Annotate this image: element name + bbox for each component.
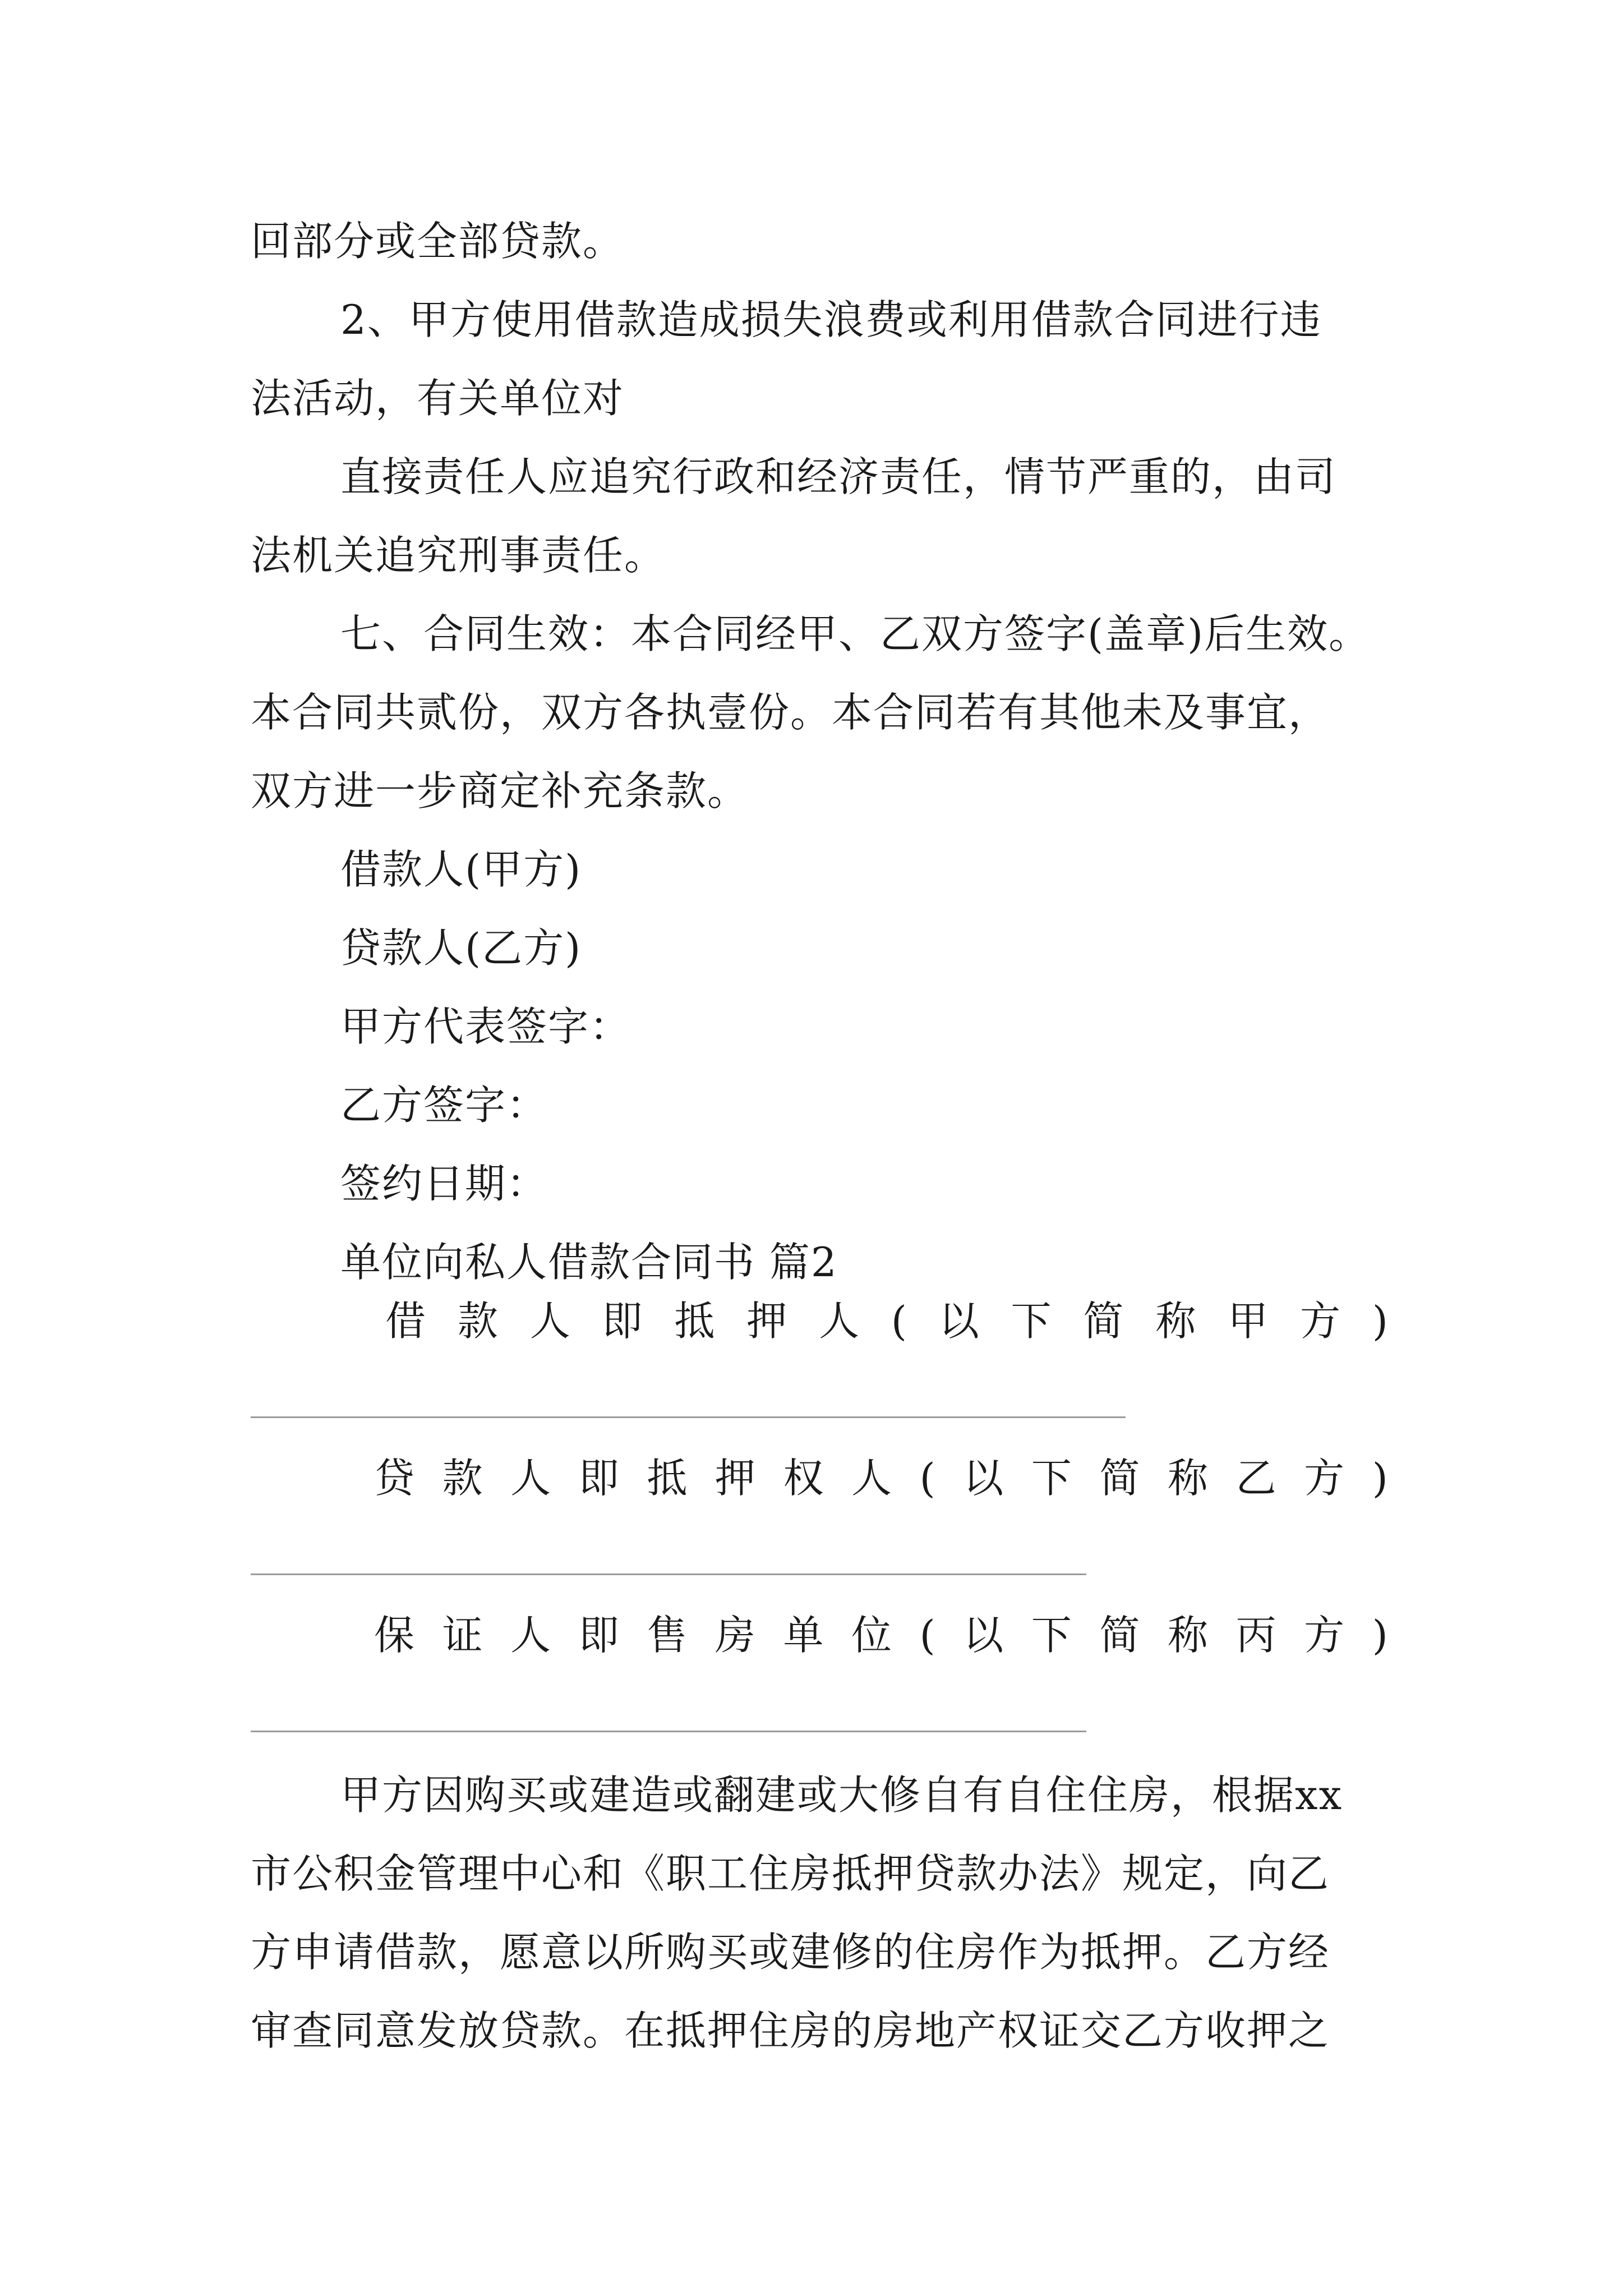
text-line: 法机关追究刑事责任。	[251, 532, 666, 579]
text-line: 直接责任人应追究行政和经济责任，情节严重的，由司	[340, 453, 1337, 500]
party-char: 押	[714, 1455, 757, 1502]
party-char: 抵	[674, 1297, 716, 1345]
party-line-borrower	[251, 1293, 1389, 1349]
party-char: 甲	[1228, 1297, 1270, 1345]
party-char: 单	[783, 1612, 825, 1659]
party-char: )	[1372, 1455, 1389, 1502]
text-line: 市公积金管理中心和《职工住房抵押贷款办法》规定，向乙	[251, 1850, 1330, 1897]
blank-underline	[251, 1573, 1086, 1575]
party-char: 下	[1031, 1612, 1073, 1659]
party-char: )	[1372, 1297, 1389, 1345]
party-char: 即	[578, 1612, 620, 1659]
party-char: 借	[385, 1297, 427, 1345]
party-char: 称	[1168, 1612, 1210, 1659]
text-line: 甲方因购买或建造或翻建或大修自有自住住房，根据xx	[340, 1772, 1343, 1819]
party-char: 丙	[1235, 1612, 1278, 1659]
party-char: 简	[1099, 1612, 1141, 1659]
party-char: 位	[851, 1612, 893, 1659]
party-char: (	[919, 1455, 937, 1502]
text-line: 方申请借款，愿意以所购买或建修的住房作为抵押。乙方经	[251, 1929, 1330, 1976]
party-char: (	[891, 1297, 908, 1345]
party-char: 权	[783, 1455, 825, 1502]
party-char: 抵	[647, 1455, 689, 1502]
party-line-guarantor	[251, 1607, 1389, 1663]
party-char: 以	[963, 1455, 1005, 1502]
blank-underline	[251, 1416, 1126, 1418]
text-line: 本合同共贰份，双方各执壹份。本合同若有其他未及事宜，	[251, 689, 1330, 736]
party-char: 即	[578, 1455, 620, 1502]
party-char: 以	[963, 1612, 1005, 1659]
blank-underline	[251, 1731, 1086, 1732]
party-char: 人	[851, 1455, 893, 1502]
party-char: 售	[647, 1612, 689, 1659]
section-title: 单位向私人借款合同书 篇2	[340, 1239, 838, 1286]
party-char: 人	[819, 1297, 861, 1345]
party-char: 简	[1083, 1297, 1125, 1345]
party-char: 保	[374, 1612, 416, 1659]
party-char: 简	[1099, 1455, 1141, 1502]
signature-label: 借款人(甲方)	[340, 846, 582, 893]
party-char: 称	[1155, 1297, 1197, 1345]
party-char: 方	[1300, 1297, 1342, 1345]
party-char: 款	[457, 1297, 499, 1345]
party-char: 人	[510, 1612, 552, 1659]
party-char: 贷	[374, 1455, 416, 1502]
party-char: 下	[1011, 1297, 1053, 1345]
party-char: 下	[1031, 1455, 1073, 1502]
signature-label: 乙方签字：	[340, 1082, 548, 1129]
party-char: 房	[714, 1612, 757, 1659]
signature-label: 贷款人(乙方)	[340, 924, 582, 972]
text-line: 七、合同生效：本合同经甲、乙双方签字(盖章)后生效。	[340, 610, 1371, 657]
party-char: (	[919, 1612, 937, 1659]
text-line: 回部分或全部贷款。	[251, 218, 625, 265]
party-char: 方	[1304, 1612, 1346, 1659]
party-char: 款	[442, 1455, 484, 1502]
party-char: 方	[1304, 1455, 1346, 1502]
party-char: 人	[529, 1297, 571, 1345]
party-char: 即	[602, 1297, 644, 1345]
text-line: 2、甲方使用借款造成损失浪费或利用借款合同进行违	[340, 296, 1322, 343]
party-char: 称	[1168, 1455, 1210, 1502]
party-char: 人	[510, 1455, 552, 1502]
party-line-lender	[251, 1450, 1389, 1506]
signature-label: 签约日期：	[340, 1160, 548, 1207]
party-char: 以	[938, 1297, 980, 1345]
text-line: 双方进一步商定补充条款。	[251, 767, 749, 815]
party-char: 乙	[1235, 1455, 1278, 1502]
party-char: 证	[442, 1612, 484, 1659]
text-line: 法活动，有关单位对	[251, 375, 625, 422]
party-char: 押	[746, 1297, 789, 1345]
signature-label: 甲方代表签字：	[340, 1003, 631, 1050]
party-char: )	[1372, 1612, 1389, 1659]
text-line: 审查同意发放贷款。在抵押住房的房地产权证交乙方收押之	[251, 2007, 1330, 2054]
